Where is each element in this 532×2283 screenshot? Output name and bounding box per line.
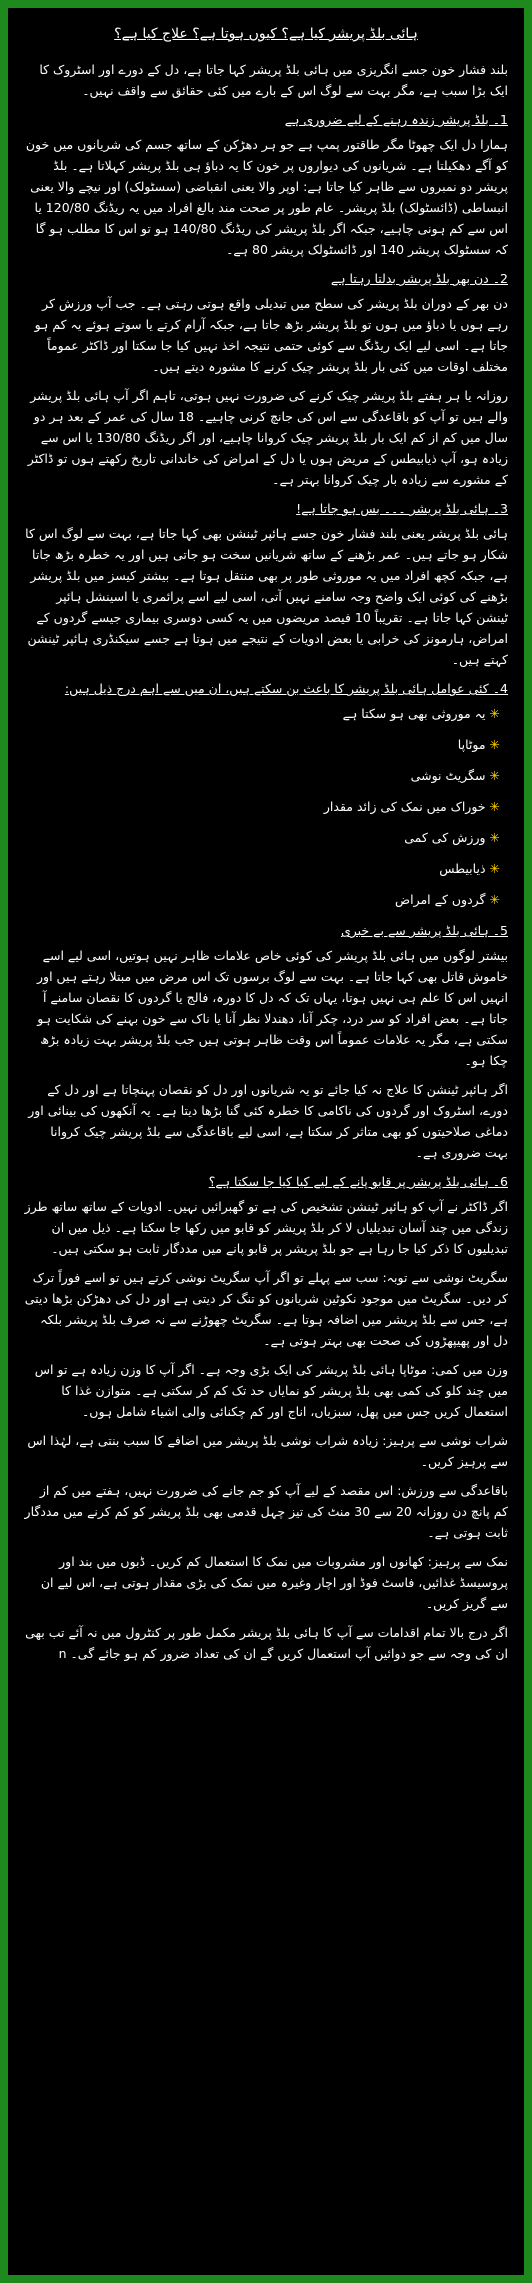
section-heading: 5۔ ہائی بلڈ پریشر سے بے خبری (340, 923, 508, 938)
list-item: ✳گردوں کے امراض (395, 892, 500, 907)
section-paragraph: بیشتر لوگوں میں ہائی بلڈ پریشر کی کوئی خاص علامات ظاہر نہیں ہوتیں، اسی لیے اسے خاموش قاتل بھی کہا جاتا ہے۔ بہت سے لوگ برسوں تک اس مرض میں مبتلا رہتے ہیں اور انہیں اس کا علم ہی نہیں ہوتا، یہاں تک کہ دل کا دورہ، فالج یا گردوں کا نقصان سامنے آ جاتا ہے۔ بعض افراد کو سر درد، چکر آنا، دھندلا نظر آنا یا ناک سے خون بہنے کی شکایت ہو سکتی ہے، مگر یہ علامات عموماً اس وقت ظاہر ہوتی ہیں جب بلڈ پریشر بہت زیادہ بڑھ چکا ہو۔ (37, 948, 508, 1068)
section-paragraph: اگر ڈاکٹر نے آپ کو ہائپر ٹینشن تشخیص کی ہے تو گھبرائیں نہیں۔ ادویات کے ساتھ ساتھ طرز زندگی میں چند آسان تبدیلیاں لا کر بلڈ پریشر کو قابو میں رکھا جا سکتا ہے۔ ذیل میں ان تبدیلیوں کا ذکر کیا جا رہا ہے جو بلڈ پریشر پر قابو پانے میں مددگار ثابت ہو سکتی ہیں۔ (24, 1199, 508, 1256)
list-item: ✳ذیابیطس (439, 861, 500, 876)
bullet-icon: ✳ (489, 861, 500, 876)
end-mark: n (58, 1646, 67, 1661)
article-title: ہائی بلڈ پریشر کیا ہے؟ کیوں ہوتا ہے؟ علاج کیا ہے؟ (114, 26, 418, 42)
section-paragraph: دن بھر کے دوران بلڈ پریشر کی سطح میں تبدیلی واقع ہوتی رہتی ہے۔ جب آپ ورزش کر رہے ہوں یا دباؤ میں ہوں تو بلڈ پریشر بڑھ جاتا ہے، جبکہ آرام کرتے یا سوتے ہوئے یہ کم ہو جاتا ہے۔ اسی لیے ایک ریڈنگ سے کوئی حتمی نتیجہ اخذ نہیں کیا جا سکتا اور ڈاکٹر عموماً مختلف اوقات میں کئی بار بلڈ پریشر چیک کرنے کا مشورہ دیتے ہیں۔ (34, 296, 508, 374)
section-heading: 1۔ بلڈ پریشر زندہ رہنے کے لیے ضروری ہے (284, 112, 508, 127)
bullet-icon: ✳ (489, 892, 500, 907)
causes-list (24, 703, 508, 910)
intro-paragraph: بلند فشار خون جسے انگریزی میں ہائی بلڈ پریشر کہا جاتا ہے، دل کے دورے اور اسٹروک کا ایک بڑا سبب ہے، مگر بہت سے لوگ اس کے بارے میں کئی حقائق سے واقف نہیں۔ (39, 62, 508, 98)
list-item: ✳سگریٹ نوشی (410, 768, 500, 783)
section-paragraph: باقاعدگی سے ورزش: اس مقصد کے لیے آپ کو جم جانے کی ضرورت نہیں، ہفتے میں کم از کم پانچ دن روزانہ 20 سے 30 منٹ کی تیز چہل قدمی بھی بلڈ پریشر کو کم کرنے میں مددگار ثابت ہوتی ہے۔ (24, 1483, 508, 1540)
section-paragraph: نمک سے پرہیز: کھانوں اور مشروبات میں نمک کا استعمال کم کریں۔ ڈبوں میں بند اور پروسیسڈ غذائیں، فاسٹ فوڈ اور اچار وغیرہ میں نمک کی بڑی مقدار ہوتی ہے، اس لیے ان سے گریز کریں۔ (40, 1554, 508, 1611)
bullet-icon: ✳ (489, 706, 500, 721)
section-paragraph: اگر ہائپر ٹینشن کا علاج نہ کیا جائے تو یہ شریانوں اور دل کو نقصان پہنچاتا ہے اور دل کے دورے، اسٹروک اور گردوں کی ناکامی کا خطرہ کئی گنا بڑھا دیتا ہے۔ یہ آنکھوں کی بینائی اور دماغی صلاحیتوں کو بھی متاثر کر سکتا ہے، اسی لیے باقاعدگی سے بلڈ پریشر چیک کروانا بہت ضروری ہے۔ (28, 1082, 508, 1160)
list-item: ✳یہ موروثی بھی ہو سکتا ہے (342, 706, 500, 721)
bullet-icon: ✳ (489, 830, 500, 845)
section-heading: 6۔ ہائی بلڈ پریشر پر قابو پانے کے لیے کیا کیا جا سکتا ہے؟ (208, 1174, 508, 1189)
list-item: ✳خوراک میں نمک کی زائد مقدار (323, 799, 500, 814)
closing-paragraph: اگر درج بالا تمام اقدامات سے آپ کا ہائی بلڈ پریشر مکمل طور پر کنٹرول میں نہ آئے تب بھی ان کی وجہ سے جو دوائیں آپ استعمال کریں گے ان کی تعداد ضرور کم ہو جائے گی۔ n (25, 1625, 508, 1661)
section-paragraph: سگریٹ نوشی سے توبہ: سب سے پہلے تو اگر آپ سگریٹ نوشی کرتے ہیں تو اسے فوراً ترک کر دیں۔ سگریٹ میں موجود نکوٹین شریانوں کو تنگ کر دیتی ہے اور دل کی دھڑکن بڑھا دیتی ہے، جس سے بلڈ پریشر میں اضافہ ہوتا ہے۔ سگریٹ چھوڑنے سے نہ صرف بلڈ پریشر بلکہ دل اور پھیپھڑوں کی صحت بھی بہتر ہوتی ہے۔ (24, 1270, 508, 1348)
section-paragraph: ہمارا دل ایک چھوٹا مگر طاقتور پمپ ہے جو ہر دھڑکن کے ساتھ جسم کی شریانوں میں خون کو آگے دھکیلتا ہے۔ شریانوں کی دیواروں پر خون کا یہ دباؤ ہی بلڈ پریشر کہلاتا ہے۔ بلڈ پریشر دو نمبروں سے ظاہر کیا جاتا ہے: اوپر والا یعنی انقباضی (سسٹولک) اور نیچے والا یعنی انبساطی (ڈائسٹولک) بلڈ پریشر۔ عام طور پر صحت مند بالغ افراد میں یہ ریڈنگ 120/80 یا اس سے کم ہونی چاہیے، جبکہ اگر بلڈ پریشر کی ریڈنگ 140/80 ہو تو اس کا مطلب ہو گا کہ سسٹولک پریشر 140 اور ڈائسٹولک پریشر 80 ہے۔ (25, 137, 508, 257)
section-paragraph: روزانہ یا ہر ہفتے بلڈ پریشر چیک کرنے کی ضرورت نہیں ہوتی، تاہم اگر آپ ہائی بلڈ پریشر والے ہیں تو آپ کو باقاعدگی سے اس کی جانچ کرنی چاہیے۔ 18 سال کی عمر کے بعد ہر دو سال میں کم از کم ایک بار بلڈ پریشر چیک کروانا چاہیے، اور اگر ریڈنگ 130/80 یا اس سے زیادہ ہو، آپ ذیابیطس کے مریض ہوں یا دل کے امراض کی خاندانی تاریخ رکھتے ہوں تو ڈاکٹر کے مشورے سے زیادہ بار چیک کروانا بہتر ہے۔ (27, 388, 508, 487)
bullet-icon: ✳ (489, 768, 500, 783)
section-paragraph: ہائی بلڈ پریشر یعنی بلند فشار خون جسے ہائپر ٹینشن بھی کہا جاتا ہے، بہت سے لوگ اس کا شکار ہو جاتے ہیں۔ عمر بڑھنے کے ساتھ شریانیں سخت ہو جاتی ہیں اور یہ خطرہ بڑھ جاتا ہے، جبکہ کچھ افراد میں یہ موروثی طور پر بھی منتقل ہوتا ہے۔ بیشتر کیسز میں بلڈ پریشر بڑھنے کی کوئی ایک واضح وجہ سامنے نہیں آتی، اسی لیے اسے پرائمری یا اسینشل ہائپر ٹینشن کہا جاتا ہے۔ تقریباً 10 فیصد مریضوں میں یہ کسی دوسری بیماری جیسے گردوں کے امراض، ہارمونز کی خرابی یا بعض ادویات کے نتیجے میں ہوتا ہے جسے سیکنڈری ہائپر ٹینشن کہتے ہیں۔ (25, 526, 508, 667)
section-paragraph: شراب نوشی سے پرہیز: زیادہ شراب نوشی بلڈ پریشر میں اضافے کا سبب بنتی ہے، لہٰذا اس سے پرہیز کریں۔ (27, 1433, 508, 1469)
section-heading: 4۔ کئی عوامل ہائی بلڈ پریشر کا باعث بن سکتے ہیں، ان میں سے اہم درج ذیل ہیں: (64, 681, 508, 696)
list-item: ✳موٹاپا (457, 737, 500, 752)
section-heading: 2۔ دن بھر بلڈ پریشر بدلتا رہتا ہے (330, 271, 508, 286)
section-heading: 3۔ ہائی بلڈ پریشر ۔۔۔ بس ہو جاتا ہے! (296, 501, 508, 516)
bullet-icon: ✳ (489, 799, 500, 814)
article-body (8, 8, 524, 1682)
list-item: ✳ورزش کی کمی (404, 830, 500, 845)
article-frame (8, 8, 524, 2275)
bullet-icon: ✳ (489, 737, 500, 752)
section-paragraph: وزن میں کمی: موٹاپا ہائی بلڈ پریشر کی ایک بڑی وجہ ہے۔ اگر آپ کا وزن زیادہ ہے تو اس میں چند کلو کی کمی بھی بلڈ پریشر کو نمایاں حد تک کم کر سکتی ہے۔ متوازن غذا کا استعمال کریں جس میں پھل، سبزیاں، اناج اور کم چکنائی والی اشیاء شامل ہوں۔ (34, 1362, 508, 1419)
